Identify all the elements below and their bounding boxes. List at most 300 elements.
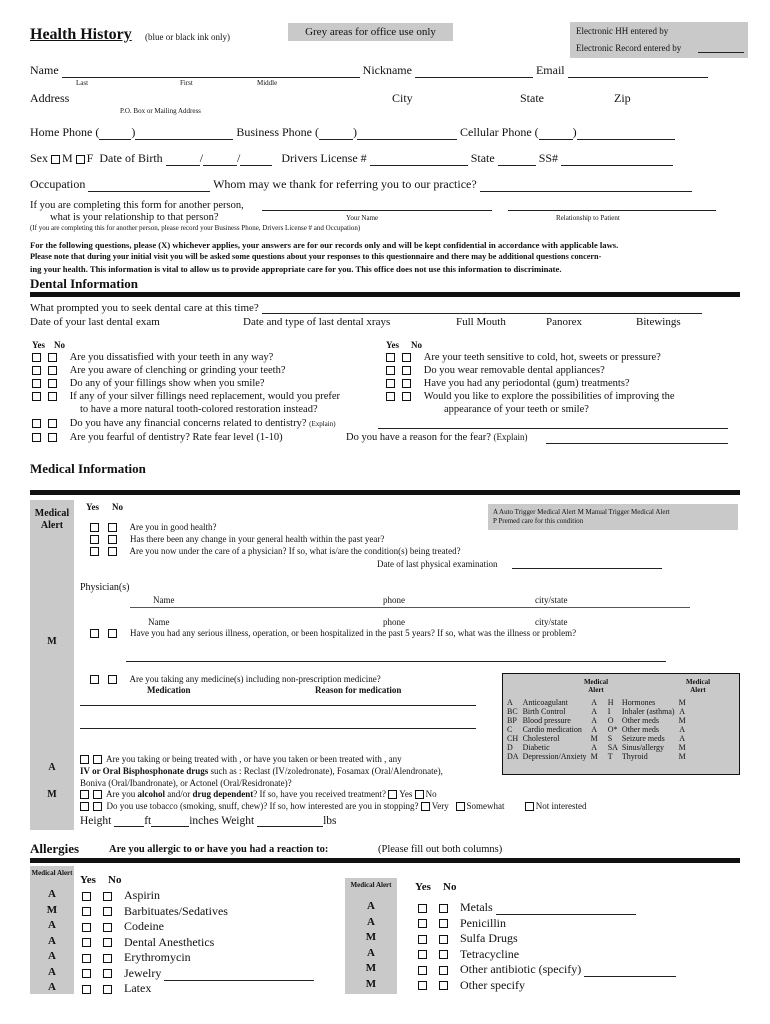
medical-q-physician xyxy=(90,546,461,556)
allergies-divider xyxy=(30,858,740,863)
address-label: Address xyxy=(30,91,70,105)
xrays-label: Date and type of last dental xrays xyxy=(243,316,391,328)
allergy-label: Jewelry xyxy=(124,965,162,980)
nickname-field[interactable] xyxy=(415,67,533,78)
alert-table-cell: DA xyxy=(507,752,519,761)
treatment-no-checkbox[interactable] xyxy=(415,790,424,799)
yes-checkbox[interactable] xyxy=(90,523,99,532)
allergy-yes-checkbox[interactable] xyxy=(418,904,427,913)
yes-checkbox[interactable] xyxy=(32,433,41,442)
name-label: Name xyxy=(30,63,59,77)
dob-month[interactable] xyxy=(166,155,200,166)
side-alert-a: A xyxy=(48,762,56,773)
allergy-yes-checkbox[interactable] xyxy=(82,938,91,947)
alert-table-cell: H xyxy=(607,698,614,707)
no-checkbox[interactable] xyxy=(48,392,57,401)
occupation-row xyxy=(30,177,692,192)
question-text: Would you like to explore the possibilities of improving the xyxy=(423,391,675,402)
another-person-note: (If you are completing this for another person, please record your Business Phone, Drivers License # and Occupation) xyxy=(30,224,361,232)
dental-rq4-cont: appearance of your teeth or smile? xyxy=(444,404,589,415)
very-label: Very xyxy=(431,801,449,811)
another-person-line1: If you are completing this form for another person, xyxy=(30,200,244,211)
name-middle-label: Middle xyxy=(257,79,278,87)
electronic-entry-box xyxy=(570,22,748,58)
yes-checkbox[interactable] xyxy=(32,392,41,401)
alert-table-cell: A xyxy=(591,716,598,725)
allergy-no-checkbox[interactable] xyxy=(103,892,112,901)
allergy-no-checkbox[interactable] xyxy=(103,907,112,916)
alert-table-cell: Birth Control xyxy=(522,707,566,716)
medical-alert-column xyxy=(30,500,74,830)
alert-table-cell: A xyxy=(591,725,598,734)
allergy-yes-checkbox[interactable] xyxy=(82,985,91,994)
allergy-no-header: No xyxy=(108,874,122,886)
last-exam-label: Date of your last dental exam xyxy=(30,316,160,328)
bitewings-label: Bitewings xyxy=(636,316,681,328)
nickname-label: Nickname xyxy=(362,63,412,77)
somewhat-label: Somewhat xyxy=(466,801,505,811)
alert-table-cell: Cholesterol xyxy=(522,734,560,743)
electronic-record-line[interactable] xyxy=(698,52,744,53)
slash: / xyxy=(237,151,241,165)
table-head-right: Medical Alert xyxy=(685,678,711,694)
allergy-label: Latex xyxy=(124,981,152,995)
allergy-item xyxy=(82,919,164,934)
allergy-no-checkbox[interactable] xyxy=(439,904,448,913)
full-mouth-label: Full Mouth xyxy=(456,316,506,328)
question-text: Has there been any change in your general health within the past year? xyxy=(130,534,385,544)
dental-yes-header-right: Yes xyxy=(386,340,399,350)
alert-table-cell: A xyxy=(679,707,686,716)
no-checkbox[interactable] xyxy=(93,790,102,799)
last-physical-field[interactable] xyxy=(512,568,662,569)
somewhat-checkbox[interactable] xyxy=(456,802,465,811)
no-checkbox[interactable] xyxy=(93,802,102,811)
explain-label: (Explain) xyxy=(309,420,336,428)
name-last-label: Last xyxy=(76,79,89,87)
alert-table-row xyxy=(505,698,688,707)
fear-reason-label: Do you have a reason for the fear? xyxy=(346,432,491,443)
dental-financial xyxy=(32,418,336,429)
very-checkbox[interactable] xyxy=(421,802,430,811)
allergy-specify-field[interactable] xyxy=(584,966,676,977)
allergy-yes-checkbox[interactable] xyxy=(418,981,427,990)
alert-legend-box xyxy=(488,504,738,530)
relationship-label: Relationship to Patient xyxy=(556,214,620,222)
question-text: Are you dissatisfied with your teeth in any way? xyxy=(69,352,274,363)
question-text: If any of your silver fillings need replacement, would you prefer xyxy=(69,391,341,402)
allergy-item xyxy=(418,916,506,931)
ssn-field[interactable] xyxy=(561,155,673,166)
yes-checkbox[interactable] xyxy=(32,419,41,428)
height-weight-row xyxy=(80,815,337,827)
reason-header: Reason for medication xyxy=(315,685,402,695)
yes-checkbox[interactable] xyxy=(90,629,99,638)
allergy-item xyxy=(82,981,151,996)
allergy-no-checkbox[interactable] xyxy=(103,969,112,978)
yes-checkbox[interactable] xyxy=(32,379,41,388)
alert-table-row xyxy=(505,752,688,761)
no-checkbox[interactable] xyxy=(48,419,57,428)
alert-table-cell: A xyxy=(591,698,598,707)
alert-legend-line2: P Premed care for this condition xyxy=(493,517,584,525)
allergy-alert-code: A xyxy=(367,946,375,959)
alert-table-cell: Blood pressure xyxy=(522,716,571,725)
office-use-banner: Grey areas for office use only xyxy=(288,23,453,41)
allergies-note: (Please fill out both columns) xyxy=(378,844,503,855)
prompted-field[interactable] xyxy=(262,303,702,314)
referral-field[interactable] xyxy=(480,181,692,192)
dental-no-header: No xyxy=(54,340,65,350)
allergy-alert-code: A xyxy=(48,965,56,978)
occupation-field[interactable] xyxy=(88,181,210,192)
instructions-line3: ing your health. This information is vital to allow us to provide appropriate care for you. This office does not use this information to discriminate. xyxy=(30,264,562,274)
question-text: Are your teeth sensitive to cold, hot, sweets or pressure? xyxy=(423,352,661,363)
yes-label: Yes xyxy=(399,789,413,799)
form-title: Health History xyxy=(30,26,132,43)
no-checkbox[interactable] xyxy=(402,366,411,375)
dob-day[interactable] xyxy=(203,155,237,166)
allergy-yes-checkbox[interactable] xyxy=(82,954,91,963)
medical-section-title: Medical Information xyxy=(30,461,146,476)
allergy-item xyxy=(82,966,314,981)
question-text: Do you have any financial concerns related to dentistry? xyxy=(69,418,307,429)
dental-fearful xyxy=(32,432,283,443)
allergy-item xyxy=(82,904,228,919)
female-label: F xyxy=(86,151,94,165)
allergies-question: Are you allergic to or have you had a reaction to: xyxy=(109,844,329,855)
physicians-label: Physician(s) xyxy=(80,582,130,593)
license-state-label: State xyxy=(470,151,495,165)
alert-table-row xyxy=(505,725,688,734)
medical-q-illness xyxy=(90,628,576,638)
medical-divider xyxy=(30,490,740,495)
question-text: Do any of your fillings show when you smile? xyxy=(69,378,265,389)
financial-explain-field[interactable] xyxy=(378,428,728,429)
po-box-label: P.O. Box or Mailing Address xyxy=(120,107,201,115)
alert-table-cell: Seizure meds xyxy=(621,734,665,743)
yes-checkbox[interactable] xyxy=(386,353,395,362)
allergy-no-checkbox[interactable] xyxy=(439,981,448,990)
drug-bold: drug dependent xyxy=(192,789,254,799)
yes-checkbox[interactable] xyxy=(90,675,99,684)
bisphos-yes-checkbox[interactable] xyxy=(80,755,89,764)
business-phone-area[interactable] xyxy=(319,129,353,140)
yes-checkbox[interactable] xyxy=(386,366,395,375)
license-label: Drivers License # xyxy=(281,151,367,165)
height-in-field[interactable] xyxy=(151,816,189,827)
allergy-label: Other antibiotic (specify) xyxy=(460,962,582,976)
alert-table-cell: M xyxy=(590,752,598,761)
illness-field[interactable] xyxy=(126,661,666,662)
allergy-yes-checkbox[interactable] xyxy=(418,950,427,959)
fear-reason xyxy=(346,432,528,443)
electronic-record-label: Electronic Record entered by xyxy=(576,43,682,53)
allergy-alert-code: A xyxy=(367,915,375,928)
license-field[interactable] xyxy=(370,155,468,166)
no-checkbox[interactable] xyxy=(108,535,117,544)
allergy-yes-checkbox[interactable] xyxy=(82,907,91,916)
alert-table-cell: S xyxy=(607,734,613,743)
ssn-label: SS# xyxy=(538,151,559,165)
allergy-label: Penicillin xyxy=(460,915,506,930)
no-checkbox[interactable] xyxy=(402,353,411,362)
bisphos-no-checkbox[interactable] xyxy=(93,755,102,764)
table-head-left: Medical Alert xyxy=(583,678,609,694)
question-text: and/or xyxy=(165,789,193,799)
allergy-yes-header: Yes xyxy=(80,874,96,886)
alert-table-cell: Depression/Anxiety xyxy=(522,752,587,761)
alert-table-cell: A xyxy=(679,725,686,734)
no-checkbox[interactable] xyxy=(48,353,57,362)
sex-female-checkbox[interactable] xyxy=(76,155,85,164)
question-text: Are you in good health? xyxy=(129,522,217,532)
allergy-item xyxy=(82,950,191,965)
allergy-item xyxy=(82,888,160,903)
instructions-line1: For the following questions, please (X) whichever applies, your answers are for our records only and will be kept confidential in accordance with applicable laws. xyxy=(30,240,619,250)
question-text: Are you taking or being treated with , or have you taken or been treated with , any xyxy=(106,754,402,764)
allergy-alert-code: A xyxy=(48,888,56,900)
alert-table-cell: C xyxy=(507,725,513,734)
medical-q-health xyxy=(90,522,217,532)
allergy-yes-checkbox[interactable] xyxy=(418,935,427,944)
dental-yes-header: Yes xyxy=(32,340,45,350)
dental-section-title: Dental Information xyxy=(30,276,138,291)
allergy-item xyxy=(418,947,519,962)
no-checkbox[interactable] xyxy=(108,629,117,638)
yes-checkbox[interactable] xyxy=(386,379,395,388)
your-name-label: Your Name xyxy=(346,214,379,222)
allergy-no-checkbox[interactable] xyxy=(103,985,112,994)
allergy-alert-code: M xyxy=(365,962,377,974)
medication-alert-table xyxy=(502,673,740,775)
height-label: Height xyxy=(80,815,112,827)
dental-rq1 xyxy=(386,352,661,363)
question-text: Have you had any serious illness, operation, or been hospitalized in the past 5 years? If so, what was the illness or problem? xyxy=(130,628,577,638)
prompted-label: What prompted you to seek dental care at this time? xyxy=(30,302,259,314)
allergy-label: Metals xyxy=(460,900,493,914)
alert-table-cell: A xyxy=(591,743,598,752)
allergy-no-checkbox[interactable] xyxy=(439,950,448,959)
no-checkbox[interactable] xyxy=(402,379,411,388)
question-text: Do you use tobacco (smoking, snuff, chew)? If so, how interested are you in stopping? xyxy=(106,801,419,811)
question-text: Are you fearful of dentistry? Rate fear level (1-10) xyxy=(69,432,283,443)
your-name-field[interactable] xyxy=(262,210,492,211)
bisphos-bold: IV or Oral Bisphosphonate drugs xyxy=(80,766,209,776)
alert-table-cell: BP xyxy=(507,716,517,725)
no-checkbox[interactable] xyxy=(108,523,117,532)
allergy-yes-checkbox[interactable] xyxy=(418,919,427,928)
allergy-alert-code: M xyxy=(365,931,377,943)
fear-reason-field[interactable] xyxy=(546,443,728,444)
alert-table-cell: M xyxy=(678,743,686,752)
alert-legend-line1: A Auto Trigger Medical Alert M Manual Trigger Medical Alert xyxy=(493,508,670,516)
allergy-alert-header-right: Medical Alert xyxy=(350,881,392,889)
no-checkbox[interactable] xyxy=(48,433,57,442)
email-field[interactable] xyxy=(568,67,708,78)
sex-male-checkbox[interactable] xyxy=(51,155,60,164)
no-checkbox[interactable] xyxy=(48,366,57,375)
allergy-label: Dental Anesthetics xyxy=(124,934,215,949)
last-physical-label: Date of last physical examination xyxy=(377,559,498,569)
side-alert-m1: M xyxy=(47,636,57,647)
alcohol-bold: alcohol xyxy=(137,789,166,799)
allergy-no-checkbox[interactable] xyxy=(439,919,448,928)
allergy-alert-code: A xyxy=(48,950,56,962)
height-ft-field[interactable] xyxy=(114,816,144,827)
treatment-yes-checkbox[interactable] xyxy=(388,790,397,799)
ft-label: ft xyxy=(144,815,152,827)
paren: ) xyxy=(572,125,577,139)
alert-table-cell: M xyxy=(678,716,686,725)
not-interested-checkbox[interactable] xyxy=(525,802,534,811)
dental-rq3 xyxy=(386,378,630,389)
allergy-specify-field[interactable] xyxy=(164,970,314,981)
medical-q-change xyxy=(90,534,384,544)
occupation-label: Occupation xyxy=(30,177,86,191)
home-phone-area[interactable] xyxy=(99,129,131,140)
relationship-field[interactable] xyxy=(508,210,716,211)
alert-table-cell: BC xyxy=(507,707,518,716)
yes-checkbox[interactable] xyxy=(80,790,89,799)
allergy-no-checkbox[interactable] xyxy=(103,923,112,932)
physician-line[interactable] xyxy=(130,607,690,608)
allergy-item xyxy=(418,900,636,915)
no-checkbox[interactable] xyxy=(108,547,117,556)
allergy-alert-code: M xyxy=(365,977,377,990)
allergy-label: Aspirin xyxy=(124,888,160,902)
dental-divider xyxy=(30,292,740,297)
medical-q-tobacco xyxy=(80,801,587,811)
alert-table-cell: Cardio medication xyxy=(522,725,582,734)
phone-row xyxy=(30,125,675,140)
ink-note: (blue or black ink only) xyxy=(145,32,230,42)
allergy-item xyxy=(418,978,525,993)
not-interested-label: Not interested xyxy=(535,801,587,811)
last-exam-row xyxy=(30,316,160,328)
no-checkbox[interactable] xyxy=(402,392,411,401)
medication-line-2[interactable] xyxy=(80,728,476,729)
allergy-label: Sulfa Drugs xyxy=(460,931,518,945)
question-text: Are you aware of clenching or grinding your teeth? xyxy=(69,365,286,376)
yes-checkbox[interactable] xyxy=(32,366,41,375)
physician-name-col: Name xyxy=(153,595,175,605)
no-checkbox[interactable] xyxy=(108,675,117,684)
home-phone-field[interactable] xyxy=(135,129,233,140)
slash: / xyxy=(199,151,204,165)
physician-phone-col-2: phone xyxy=(383,617,405,627)
question-text: ? If so, have you received treatment? xyxy=(253,789,386,799)
allergy-alert-header-left: Medical Alert xyxy=(31,869,73,877)
electronic-hh-label: Electronic HH entered by xyxy=(576,26,669,36)
alert-table-cell: T xyxy=(607,752,613,761)
prompted-row xyxy=(30,302,702,314)
dental-rq4 xyxy=(386,391,675,402)
home-phone-label: Home Phone ( xyxy=(30,125,100,139)
dental-q4 xyxy=(32,391,340,402)
yes-checkbox[interactable] xyxy=(90,547,99,556)
dob-label: Date of Birth xyxy=(99,151,163,165)
yes-checkbox[interactable] xyxy=(80,802,89,811)
allergy-no-checkbox[interactable] xyxy=(103,938,112,947)
inches-weight-label: inches Weight xyxy=(189,815,255,827)
allergy-label: Tetracycline xyxy=(460,946,520,961)
alert-table-row xyxy=(505,707,688,716)
alert-table-cell: A xyxy=(679,734,686,743)
name-first-label: First xyxy=(180,79,193,87)
dob-year[interactable] xyxy=(240,155,272,166)
allergy-no-checkbox[interactable] xyxy=(439,935,448,944)
side-alert-m2: M xyxy=(47,789,57,800)
alert-table-row xyxy=(505,734,688,743)
question-text: Have you had any periodontal (gum) treatments? xyxy=(423,378,630,389)
alert-table-cell: Other meds xyxy=(621,716,660,725)
medical-q-medicine xyxy=(90,674,381,684)
allergy-specify-field[interactable] xyxy=(496,904,636,915)
allergy-item xyxy=(418,931,518,946)
explain-label: (Explain) xyxy=(493,432,528,442)
license-state-field[interactable] xyxy=(498,155,536,166)
medical-yes-header: Yes xyxy=(86,502,99,512)
physician-phone-col: phone xyxy=(383,595,405,605)
alert-table-cell: CH xyxy=(507,734,519,743)
dental-rq2 xyxy=(386,365,605,376)
paren: ) xyxy=(353,125,357,139)
allergy-yes-checkbox[interactable] xyxy=(82,969,91,978)
allergy-alert-code: A xyxy=(48,919,56,931)
allergy-yes-checkbox[interactable] xyxy=(418,966,427,975)
dental-no-header-right: No xyxy=(411,340,422,350)
alert-table-cell: Inhaler (asthma) xyxy=(621,707,675,716)
allergy-yes-checkbox[interactable] xyxy=(82,923,91,932)
weight-field[interactable] xyxy=(257,816,323,827)
dental-q4-cont: to have a more natural tooth-colored restoration instead? xyxy=(80,404,318,415)
allergy-yes-header-right: Yes xyxy=(415,881,431,893)
yes-checkbox[interactable] xyxy=(90,535,99,544)
name-row xyxy=(30,63,708,78)
business-phone-label: Business Phone ( xyxy=(236,125,319,139)
allergy-label: Erythromycin xyxy=(124,950,191,964)
physician-name-col-2: Name xyxy=(148,617,170,627)
alert-table-cell: O xyxy=(607,716,614,725)
zip-label: Zip xyxy=(614,91,631,105)
allergy-yes-checkbox[interactable] xyxy=(82,892,91,901)
yes-checkbox[interactable] xyxy=(386,392,395,401)
alert-table-cell: A xyxy=(591,707,598,716)
physician-city-col-2: city/state xyxy=(535,617,568,627)
alert-table-cell: I xyxy=(607,707,611,716)
medication-line-1[interactable] xyxy=(80,705,476,706)
name-field[interactable] xyxy=(62,67,360,78)
allergy-no-checkbox[interactable] xyxy=(439,966,448,975)
dental-q1 xyxy=(32,352,273,363)
medical-no-header: No xyxy=(112,502,123,512)
cellular-phone-area[interactable] xyxy=(539,129,573,140)
business-phone-field[interactable] xyxy=(357,129,457,140)
yes-checkbox[interactable] xyxy=(32,353,41,362)
bisphos-examples: such as : Reclast (IV/zoledronate), Fosamax (Oral/Alendronate), xyxy=(208,766,443,776)
cellular-phone-label: Cellular Phone ( xyxy=(460,125,539,139)
lbs-label: lbs xyxy=(323,815,337,827)
medical-q-bisphos xyxy=(80,754,402,764)
alert-table-cell: M xyxy=(590,734,598,743)
dental-q3 xyxy=(32,378,265,389)
allergy-alert-code: A xyxy=(367,900,375,912)
alert-table-cell: Anticoagulant xyxy=(522,698,568,707)
allergy-no-checkbox[interactable] xyxy=(103,954,112,963)
no-checkbox[interactable] xyxy=(48,379,57,388)
cellular-phone-field[interactable] xyxy=(577,129,675,140)
